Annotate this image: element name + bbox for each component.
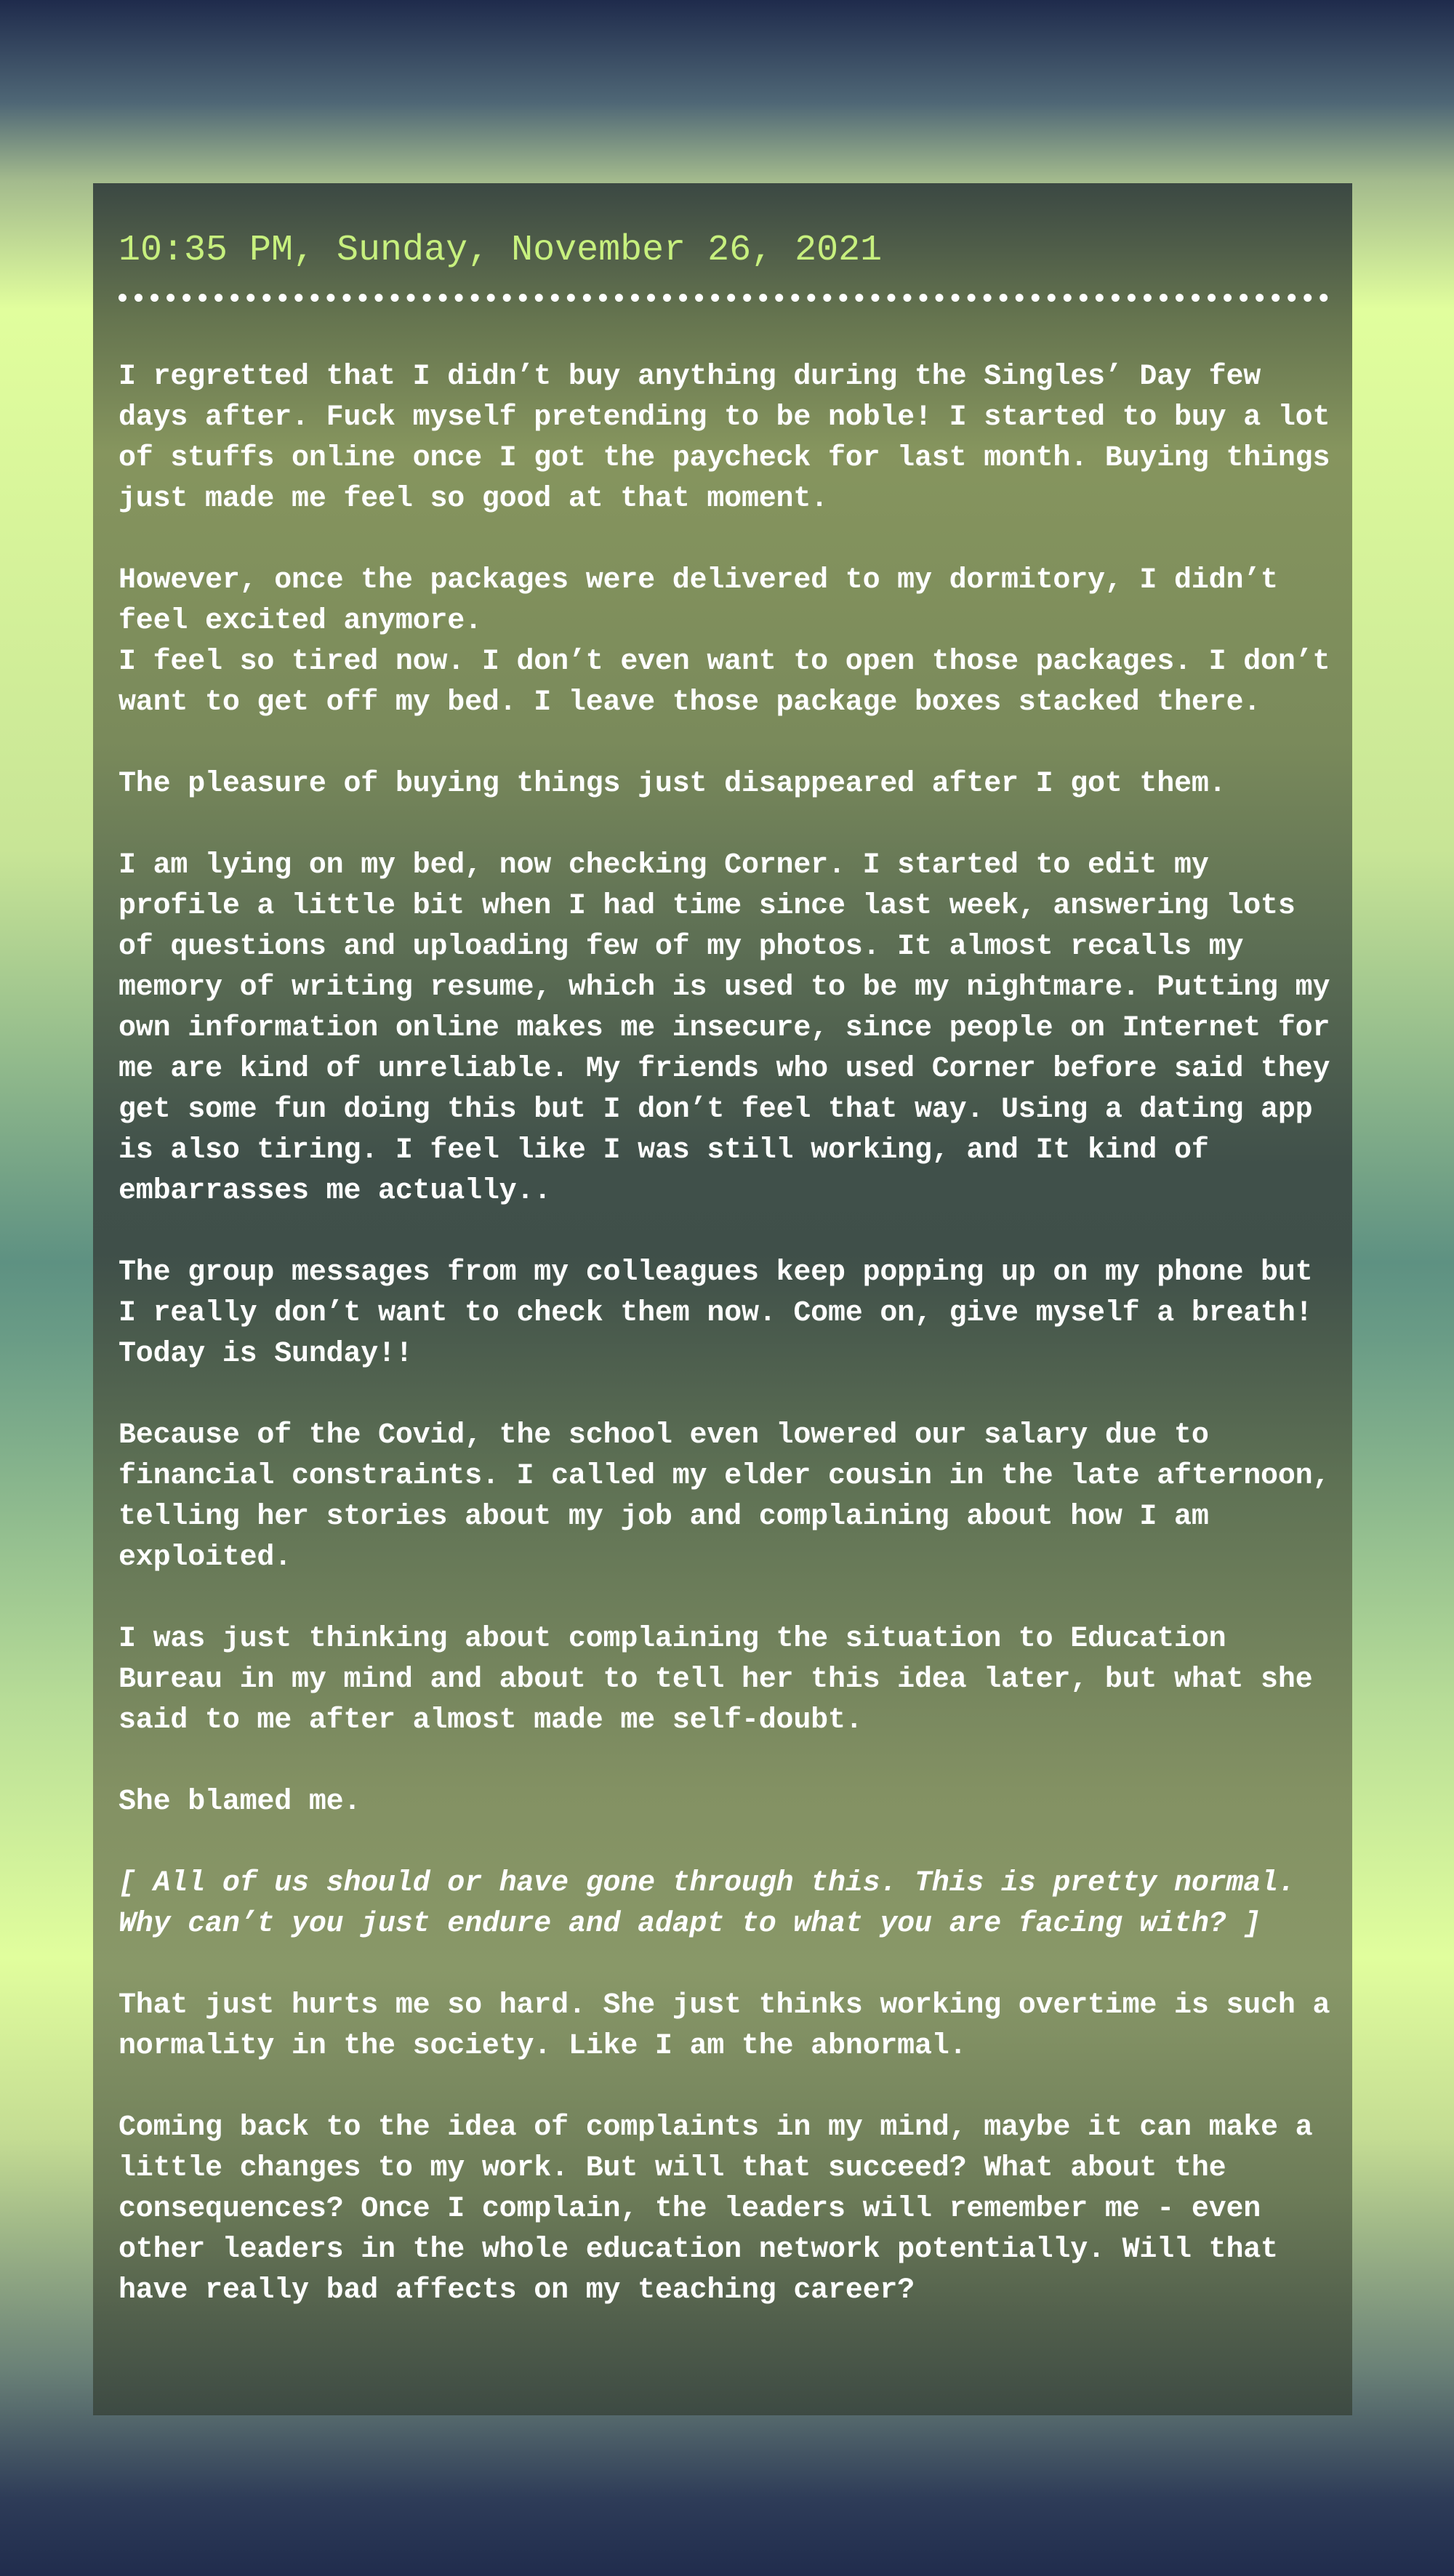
dotted-divider xyxy=(119,294,1328,302)
paragraph-group-messages: The group messages from my colleagues keep popping up on my phone but I really don’t want to check them now. Come on, give myself a breath! Today is Sunday!! xyxy=(119,1256,1313,1371)
paragraph-corner-profile: I am lying on my bed, now checking Corner. I started to edit my profile a little bit when I had time since last week, answering lots of questions and uploading few of my photos. It almost recalls my memory of writing resume, which is used to be my nightmare. Putting my own information online makes me insecure, since people on Internet for me are kind of unreliable. My friends who used Corner before said they get some fun doing this but I don’t feel that way. Using a dating app is also tiring. I feel like I was still working, and It kind of embarrasses me actually.. xyxy=(119,849,1330,1208)
paragraph-education-bureau: I was just thinking about complaining the situation to Education Bureau in my mind and about to tell her this idea later, but what she said to me after almost made me self-doubt. xyxy=(119,1623,1313,1737)
paragraph-pleasure: The pleasure of buying things just disappeared after I got them. xyxy=(119,768,1226,801)
paragraph-complaints: Coming back to the idea of complaints in my mind, maybe it can make a little changes to my work. But will that succeed? What about the consequences? Once I complain, the leaders will remember me - even other leaders in the whole education network potentially. Will that have really bad affects on my teaching career? xyxy=(119,2111,1313,2307)
paragraph-packages: However, once the packages were delivered to my dormitory, I didn’t feel excited anymore. I feel so tired now. I don’t even want to open those packages. I don’t want to get off my bed. I leave those package boxes stacked there. xyxy=(119,564,1330,719)
paragraph-singles-day: I regretted that I didn’t buy anything during the Singles’ Day few days after. Fuck myself pretending to be noble! I started to buy a lot of stuffs online once I got the paycheck for last month. Buying things just made me feel so good at that moment. xyxy=(119,361,1330,515)
cousin-quote: [ All of us should or have gone through this. This is pretty normal. Why can’t you just endure and adapt to what you are facing with? ] xyxy=(119,1867,1296,1941)
paragraph-blamed: She blamed me. xyxy=(119,1786,361,1818)
entry-datetime: 10:35 PM, Sunday, November 26, 2021 xyxy=(119,230,883,271)
entry-body xyxy=(119,357,1333,2311)
diary-entry-panel xyxy=(93,183,1352,2415)
paragraph-hurts: That just hurts me so hard. She just thinks working overtime is such a normality in the society. Like I am the abnormal. xyxy=(119,1989,1330,2063)
paragraph-covid-salary: Because of the Covid, the school even lowered our salary due to financial constraints. I called my elder cousin in the late afternoon, telling her stories about my job and complaining about how I am exploited. xyxy=(119,1419,1330,1574)
